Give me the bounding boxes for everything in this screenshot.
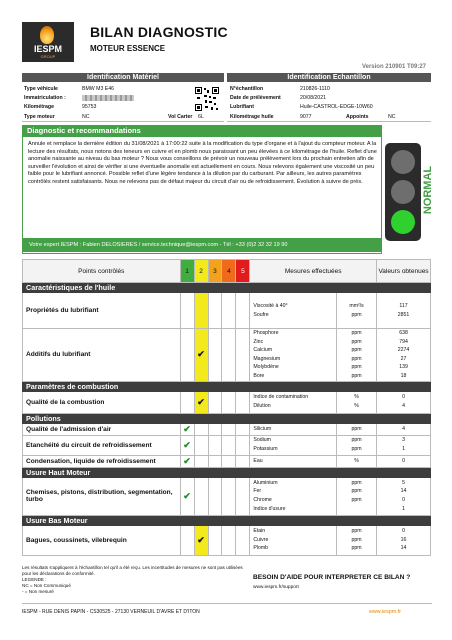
flame-icon [40,26,54,44]
company-logo [22,22,74,62]
vol-carter-label: Vol Carter [168,114,193,120]
check-icon: ✔ [197,396,205,407]
legend-label: LEGENDE : [22,577,47,582]
section-combustion: Paramètres de combustion [23,381,431,391]
type-vehicule-value: BMW M3 E46 [82,86,114,92]
results-table [22,259,431,556]
expert-contact: Votre expert IESPM : Fabien DELOSIERES / service.technique@iespm.com - Tél : +33 (0)2 32 32 19 90 [22,238,382,252]
table-row: Condensation, liquide de refroidissement ✔ Eau % 0 [23,455,431,467]
website-link[interactable]: www.iespm.fr [369,609,402,615]
check-icon: ✔ [197,349,205,360]
level-1-header: 1 [180,260,194,283]
type-vehicule-label: Type véhicule [24,86,58,92]
numero-label: N°échantillon [230,86,264,92]
table-row: Bagues, coussinets, vilebrequin ✔ Etain Cuivre Plomb ppm ppm ppm 0 16 14 [23,525,431,555]
legend-nc: NC = Non Communiqué [22,583,71,588]
note-text: Les résultats s'appliquent à l'échantillon tel qu'il a été reçu. Les incertitudes de mesures ne sont pas utilisées pour les déclarations de conformité. [22,565,243,576]
vol-carter-value: 6L [198,114,204,120]
date-value: 20/08/2021 [300,95,326,101]
km-huile-value: 9077 [300,114,312,120]
lubrifiant-value: Huile-CASTROL-EDGE-10W60 [300,104,373,110]
table-row: Qualité de l'admission d'air ✔ Silicium ppm 4 [23,423,431,435]
materiel-heading: Identification Matériel [22,73,224,82]
section-row [23,283,431,293]
date-label: Date de prélèvement [230,95,281,101]
version-label: Version 210901 T09:27 [361,64,426,70]
col-points: Points contrôlés [23,260,181,283]
section-usure-bas: Usure Bas Moteur [23,515,431,525]
type-moteur-label: Type moteur [24,114,55,120]
legend-nr: - = Non mesuré [22,589,54,594]
table-row: Propriétés du lubrifiant Viscosité à 40° Soufre mm²/s ppm 117 2851 [23,293,431,329]
col-valeurs: Valeurs obtenues [377,260,431,283]
divider [227,121,431,122]
appoints-value: NC [388,114,396,120]
footer-notes [22,565,252,595]
table-row: Qualité de la combustion ✔ Indice de contamination Dilution % % 0 4 [23,391,431,413]
section-row [23,381,431,391]
kilometrage-label: Kilométrage [24,104,54,110]
type-moteur-value: NC [82,114,90,120]
logo-text: IESPM [33,44,62,54]
immat-blurred [82,95,134,101]
traffic-light-icon [385,143,421,241]
section-row [23,413,431,423]
section-pollutions: Pollutions [23,413,431,423]
divider [22,121,224,122]
lubrifiant-label: Lubrifiant [230,104,254,110]
report-title: BILAN DIAGNOSTIC [90,24,228,40]
point-additifs: Additifs du lubrifiant [23,329,181,382]
echantillon-heading: Identification Echantillon [227,73,431,82]
check-icon: ✔ [183,455,191,466]
qr-code-icon [194,86,220,112]
point-admission: Qualité de l'admission d'air [23,423,181,435]
logo-sub: GROUP [40,54,56,59]
level-5-header: 5 [236,260,250,283]
point-etancheite: Etanchéité du circuit de refroidissement [23,435,181,455]
table-row: Chemises, pistons, distribution, segmentation, turbo ✔ Aluminium Fer Chrome Indice d'usure ppm ppm ppm 5 14 0 1 [23,477,431,515]
section-huile: Caractéristiques de l'huile [23,283,431,293]
level-2-header: 2 [194,260,208,283]
section-row [23,515,431,525]
point-combustion: Qualité de la combustion [23,391,181,413]
section-row [23,467,431,477]
point-proprietes: Propriétés du lubrifiant [23,293,181,329]
check-icon: ✔ [183,490,191,501]
diagnostic-heading: Diagnostic et recommandations [22,125,382,137]
check-icon: ✔ [183,439,191,450]
diagnostic-text: Annule et remplace la dernière édition du 31/08/2021 à 17:00:22 suite à la modification du type d'organe et à l'ajout du compteur moteur. A la lecture des résultats, nous notons des teneurs en cuivre et en plomb nous paraissant un peu élevées à ce kilométrage de l'huile. Reflet d'une anomalie naissante au niveau du bas moteur ? Nous vous conseillons de prévoir un nouveau prélèvement lors du prochain entretien afin de surveiller l'évolution et ainsi de vérifier si une éventuelle anomalie est actuellement en cours. Nous relevons également une viscosité un peu faible pour le lubrifiant annoncé. Possible reflet d'une légère tendance à la dilution par du carburant. Par ailleurs, les autres paramètres contrôlés restent satisfaisants. Nous ne relevons pas de défaut majeur du circuit d'air ou de refroidissement. Évolution à suivre de près. [28,141,377,185]
kilometrage-value: 95753 [82,104,97,110]
footer-divider [22,603,432,604]
check-icon: ✔ [197,534,205,545]
table-row: Additifs du lubrifiant ✔ Phosphore Zinc Calcium Magnesium Molybdène Bore ppm ppm ppm ppm ppm ppm 638 794 2274 27 139 18 [23,329,431,382]
km-huile-label: Kilométrage huile [230,114,274,120]
immat-label: Immatriculation : [24,95,66,101]
light-green-on [391,210,415,234]
table-row: Etanchéité du circuit de refroidissement ✔ Sodium Potassium ppm ppm 3 1 [23,435,431,455]
company-address: IESPM - RUE DENIS PAPIN - CS30525 - 27130 VERNEUIL D'AVRE ET D'ITON [22,609,200,615]
section-usure-haut: Usure Haut Moteur [23,467,431,477]
level-4-header: 4 [222,260,236,283]
numero-value: 210826-1110 [300,86,330,92]
light-orange-off [391,180,415,204]
appoints-label: Appoints [346,114,369,120]
point-condensation: Condensation, liquide de refroidissement [23,455,181,467]
help-link[interactable]: www.iespm.fr/support [253,585,299,590]
help-heading: BESOIN D'AIDE POUR INTERPRETER CE BILAN ? [253,574,411,581]
point-haut: Chemises, pistons, distribution, segmentation, turbo [23,477,181,515]
light-red-off [391,150,415,174]
report-subtitle: MOTEUR ESSENCE [90,44,166,53]
point-bas: Bagues, coussinets, vilebrequin [23,525,181,555]
level-3-header: 3 [208,260,222,283]
col-mesures: Mesures effectuées [250,260,377,283]
table-header-row [23,260,431,283]
status-badge: NORMAL [422,165,434,215]
check-icon: ✔ [183,423,191,434]
